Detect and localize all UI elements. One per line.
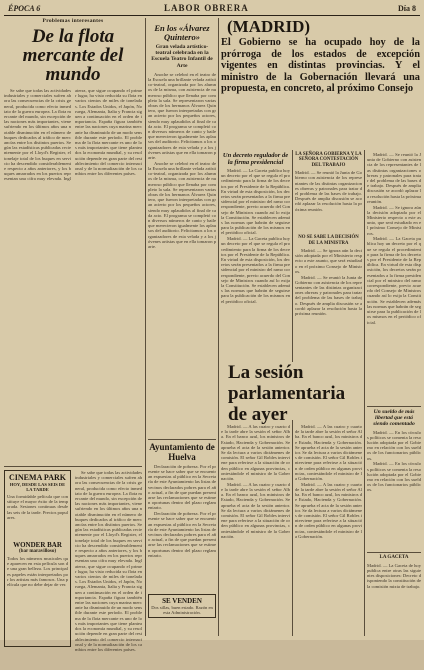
headline-gaceta: LA GACETA <box>379 554 409 560</box>
subcolumn-far-right <box>367 152 421 402</box>
page-header <box>4 2 420 16</box>
cinema-title: CINEMA PARK <box>9 473 66 482</box>
sesion-headline-block <box>228 362 364 425</box>
article-flota-body: Se sabe que todas las actividades industriales y comerciales sufren ahora las consecuencias de la crisis general, producida como efecto inmediato de la guerra europea. La flota mercante del mundo, sin excepción de las naciones más importantes, viene sufriendo en los últimos años una notable disminución en el número de buques dedicados al tráfico de mercancías entre los distintos puertos. Según las estadísticas publicadas recientemente por el Lloyd's Register, el tonelaje total de los buques en servicio ha descendido considerablemente respecto a años anteriores, y los buques amarrados en los puertos representan una cifra muy elevada. Inglaterra, que sigue ocupando el primer lugar, ha visto reducida su flota en varios cientos de miles de toneladas. Los Estados Unidos, el Japón, Noruega, Alemania, Italia y Francia siguen a continuación en el orden de importancia. España figura también entre las naciones cuya marina mercante ha disminuido de un modo sensible durante este período. El problema de la flota mercante es uno de los más importantes que tiene planteados la economía mundial, y su resolución depende en gran parte del restablecimiento del comercio internacional y de la normalización de los cambios entre los diferentes países. <box>4 88 142 182</box>
column-center <box>148 18 216 636</box>
cinema-ad <box>4 470 71 670</box>
lead-gobierno: El Gobierno se ha ocupado hoy de la prórroga de los estados de excepción vigentes en distintas provincias. Y el ministro de la Gobernación llevará una propuesta, en concreto, al próximo Consejo <box>221 37 420 95</box>
article-nosabe-body: Madrid. — Se ignora aún la decisión adoptada por el Ministerio respecto a este asunto, que será estudiado en el próximo Consejo de Ministros. Madrid. — Se reunió la Junta de Gobierno con asistencia de los representantes de las distintas organizaciones obreras y patronales para tratar del problema de las bases de trabajo. Después de amplia discusión se acordó aplazar la resolución hasta la próxima reunión. <box>295 248 362 316</box>
subcolumn-sesion-b <box>295 424 362 636</box>
cinema-subtitle: HOY, DESDE LAS SEIS DE LA TARDE <box>9 482 66 492</box>
classified-ad <box>148 594 216 618</box>
subcolumn-trabajo <box>295 152 362 352</box>
page-header-date: Día 8 <box>398 4 416 13</box>
wonder-subtitle: (bar maravilloso) <box>19 549 56 554</box>
headline-flota: De la flota mercante del mundo <box>22 26 124 85</box>
article-gaceta-body: Madrid. — La Gaceta de hoy publica entre otras las siguientes disposiciones: Decreto disponiendo la constitución de la comisión mixta de trabajo. <box>367 562 421 589</box>
column-rule <box>218 18 219 636</box>
subcolumn-sesion-a <box>221 424 290 636</box>
page-header-title: LABOR OBRERA <box>164 3 249 13</box>
article-sesion-body: Madrid. — A las cuatro y cuarto de la tarde abre la sesión el señor Alba. En el banco azul, los ministros de Estado, Hacienda y Gobernación. Se aprueba el acta de la sesión anterior. Se da lectura a varios dictámenes de comisión. El señor Gil Robles interviene para referirse a la situación de orden público en algunas provincias, contestándole el ministro de la Gobernación. Madrid. — A las cuatro y cuarto de la tarde abre la sesión el señor Alba. En el banco azul, los ministros de Estado, Hacienda y Gobernación. Se aprueba el acta de la sesión anterior. Se da lectura a varios dictámenes de comisión. El señor Gil Robles interviene para referirse a la situación de orden público en algunas provincias, contestándole el ministro de la Gobernación. <box>221 424 290 539</box>
wonder-body: Todos los números musicales que aparecen en esta película son de una gran belleza. Los principales papeles están interpretados por los artistas más famosos. Una película que no debe dejar de ver. <box>7 556 68 588</box>
page-header-left: ÉPOCA 6 <box>8 4 41 13</box>
article-kicker: Problemas interesantes <box>42 18 104 24</box>
headline-sesion: La sesión parlamentaria de ayer <box>228 362 346 425</box>
article-flota-continued: Se sabe que todas las actividades industriales y comerciales sufren ahora las consecuencias de la crisis general, producida como efecto inmediato de la guerra europea. La flota mercante del mundo, sin excepción de las naciones más importantes, viene sufriendo en los últimos años una notable disminución en el número de buques dedicados al tráfico de mercancías entre los distintos puertos. Según las estadísticas publicadas recientemente por el Lloyd's Register, el tonelaje total de los buques en servicio ha descendido considerablemente respecto a años anteriores, y los buques amarrados en los puertos representan una cifra muy elevada. Inglaterra, que sigue ocupando el primer lugar, ha visto reducida su flota en varios cientos de miles de toneladas. Los Estados Unidos, el Japón, Noruega, Alemania, Italia y Francia siguen a continuación en el orden de importancia. España figura también entre las naciones cuya marina mercante ha disminuido de un modo sensible durante este período. El problema de la flota mercante es uno de los más importantes que tiene planteados la economía mundial, y su resolución depende en gran parte del restablecimiento del comercio internacional y de la normalización de los cambios entre los diferentes países. <box>75 470 142 652</box>
headline-sueldo: Un sueldo de más libertad que está siendo comentado <box>373 409 415 428</box>
headline-ayuntamiento: Ayuntamiento de Huelva <box>149 441 215 462</box>
article-far-right-body: Madrid. — Se reunió la Junta de Gobierno con asistencia de los representantes de las distintas organizaciones obreras y patronales para tratar del problema de las bases de trabajo. Después de amplia discusión se acordó aplazar la resolución hasta la próxima reunión. Madrid. — Se ignora aún la decisión adoptada por el Ministerio respecto a este asunto, que será estudiado en el próximo Consejo de Ministros. Madrid. — La Gaceta publica hoy un decreto por el que se regula el procedimiento para la firma de los decretos por el Presidente de la República. En virtud de esta disposición, los decretos serán presentados a la firma presidencial por el ministro del ramo correspondiente, previo acuerdo del Consejo de Ministros cuando así lo exija la Constitución. Se establecen además las normas que habrán de seguirse para la publicación de los mismos en el periódico oficial. <box>367 152 421 325</box>
article-sueldo-body: Madrid. — En los círculos políticos se comenta la resolución adoptada por el Gobierno en relación con los sueldos de los funcionarios públicos. Madrid. — En los círculos políticos se comenta la resolución adoptada por el Gobierno en relación con los sueldos de los funcionarios públicos. <box>367 429 421 493</box>
subcolumn-sueldo <box>367 406 421 636</box>
headline-trabajo: LA SEÑORA GOBIERNA Y LA SEÑORA CONTESTACIÓN DEL TRABAJO <box>295 152 362 168</box>
article-trabajo-body: Madrid. — Se reunió la Junta de Gobierno con asistencia de los representantes de las distintas organizaciones obreras y patronales para tratar del problema de las bases de trabajo. Después de amplia discusión se acordó aplazar la resolución hasta la próxima reunión. <box>295 170 362 212</box>
headline-madrid: (MADRID) <box>227 17 311 36</box>
article-sesion-continued: Madrid. — A las cuatro y cuarto de la tarde abre la sesión el señor Alba. En el banco azul, los ministros de Estado, Hacienda y Gobernación. Se aprueba el acta de la sesión anterior. Se da lectura a varios dictámenes de comisión. El señor Gil Robles interviene para referirse a la situación de orden público en algunas provincias, contestándole el ministro de la Gobernación. Madrid. — A las cuatro y cuarto de la tarde abre la sesión el señor Alba. En el banco azul, los ministros de Estado, Hacienda y Gobernación. Se aprueba el acta de la sesión anterior. Se da lectura a varios dictámenes de comisión. El señor Gil Robles interviene para referirse a la situación de orden público en algunas provincias, contestándole el ministro de la Gobernación. <box>295 424 362 539</box>
subhead-quintero: Gran velada artístico-teatral celebrada en la Escuela Teatro Infantil de Arte <box>151 44 213 69</box>
column-rule <box>145 18 146 636</box>
classified-body: Dos sillas, buen estado. Razón en esta Administración. <box>151 604 213 616</box>
wonder-title: WONDER BAR <box>13 541 62 549</box>
article-ayuntamiento-body: Declaración de pobreza. Por el presente se hace saber que se encuentran expuestas al público en la Secretaría de este Ayuntamiento las listas de vecinos declarados pobres para el año actual, a fin de que puedan presentarse las reclamaciones que se estimen oportunas dentro del plazo reglamentario. Declaración de pobreza. Por el presente se hace saber que se encuentran expuestas al público en la Secretaría de este Ayuntamiento las listas de vecinos declarados pobres para el año actual, a fin de que puedan presentarse las reclamaciones que se estimen oportunas dentro del plazo reglamentario. <box>148 463 216 558</box>
column-left <box>4 18 142 652</box>
headline-decree: Un decreto regulador de la firma presidencial <box>222 152 289 166</box>
headline-nosabe: NO SE SABE LA DECISIÓN DE LA MINISTRA <box>298 235 359 246</box>
cinema-body: Una formidable película que constituye el mayor éxito de la temporada. Sesiones continuas desde las seis de la tarde. Precios populares. <box>7 494 68 520</box>
headline-quintero: En los «Álvarez Quintero» <box>154 23 210 42</box>
article-decree-body: Madrid. — La Gaceta publica hoy un decreto por el que se regula el procedimiento para la firma de los decretos por el Presidente de la República. En virtud de esta disposición, los decretos serán presentados a la firma presidencial por el ministro del ramo correspondiente, previo acuerdo del Consejo de Ministros cuando así lo exija la Constitución. Se establecen además las normas que habrán de seguirse para la publicación de los mismos en el periódico oficial. Madrid. — La Gaceta publica hoy un decreto por el que se regula el procedimiento para la firma de los decretos por el Presidente de la República. En virtud de esta disposición, los decretos serán presentados a la firma presidencial por el ministro del ramo correspondiente, previo acuerdo del Consejo de Ministros cuando así lo exija la Constitución. Se establecen además las normas que habrán de seguirse para la publicación de los mismos en el periódico oficial. <box>221 168 291 304</box>
article-quintero-body: Anoche se celebró en el teatro de la Escuela una brillante velada artístico-teatral, organizada por los alumnos de la misma, con asistencia de numeroso público que llenaba por completo la sala. Se representaron varias obras de los hermanos Álvarez Quintero, que fueron interpretadas con gran acierto por los pequeños actores, siendo muy aplaudidos al final de cada acto. El programa se completó con diversos números de canto y baile que merecieron igualmente los aplausos del auditorio. Felicitamos a los organizadores de esta velada y a los jóvenes artistas que en ella tomaron parte. Anoche se celebró en el teatro de la Escuela una brillante velada artístico-teatral, organizada por los alumnos de la misma, con asistencia de numeroso público que llenaba por completo la sala. Se representaron varias obras de los hermanos Álvarez Quintero, que fueron interpretadas con gran acierto por los pequeños actores, siendo muy aplaudidos al final de cada acto. El programa se completó con diversos números de canto y baile que merecieron igualmente los aplausos del auditorio. Felicitamos a los organizadores de esta velada y a los jóvenes artistas que en ella tomaron parte. <box>148 71 216 250</box>
classified-title: SE VENDEN <box>162 596 202 605</box>
